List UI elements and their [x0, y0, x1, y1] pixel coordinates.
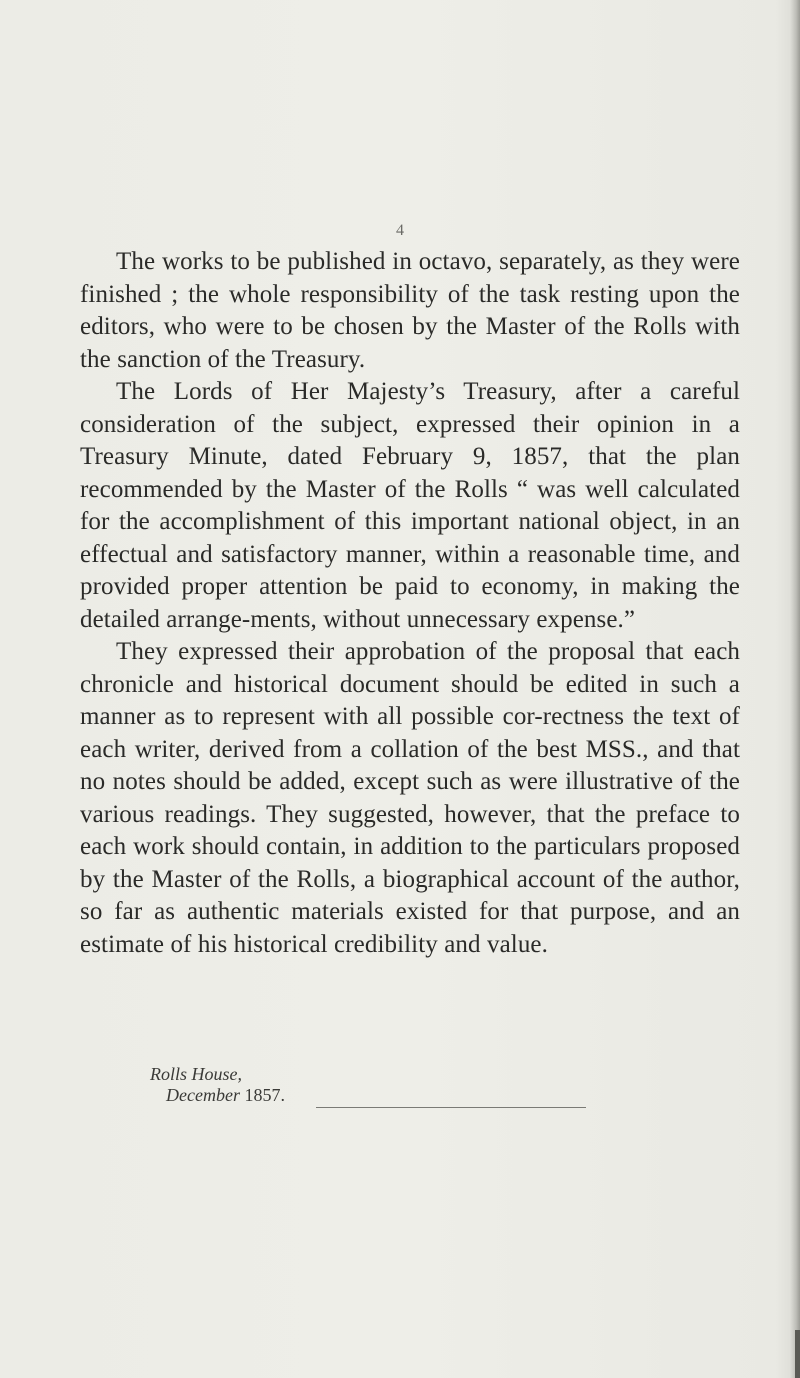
paragraph-3: They expressed their approbation of the proposal that each chronicle and historical document should be edited in such a manner as to represent with all possible cor-rectness the text of each writer, derived from a collation of the best MSS., and that no notes should be added, except such as were illustrative of the various readings. They suggested, however, that the preface to each work should contain, in addition to the particulars proposed by the Master of the Rolls, a biographical account of the author, so far as authentic materials existed for that purpose, and an estimate of his historical credibility and value. — [80, 638, 740, 958]
closing-rule — [316, 1107, 586, 1108]
signoff-year: 1857. — [244, 1085, 285, 1105]
page-edge-mark — [795, 1330, 800, 1378]
page-number: 4 — [396, 222, 404, 239]
page-edge-shadow — [790, 0, 800, 1378]
signoff-month: December — [166, 1085, 240, 1105]
signoff-date — [150, 1085, 285, 1106]
signoff — [150, 1064, 285, 1106]
paragraph-1: The works to be published in octavo, separately, as they were finished ; the whole responsibility of the task resting upon the editors, who were to be chosen by the Master of the Rolls with the sanction of the Treasury. — [80, 248, 740, 373]
body-text — [80, 246, 740, 961]
paragraph-2: The Lords of Her Majesty’s Treasury, after a careful consideration of the subject, expressed their opinion in a Treasury Minute, dated February 9, 1857, that the plan recommended by the Master of the Rolls “ was well calculated for the accomplishment of this important national object, in an effectual and satisfactory manner, within a reasonable time, and provided proper attention be paid to economy, in making the detailed arrange-ments, without unnecessary expense.” — [80, 378, 740, 633]
signoff-place: Rolls House, — [150, 1064, 242, 1084]
